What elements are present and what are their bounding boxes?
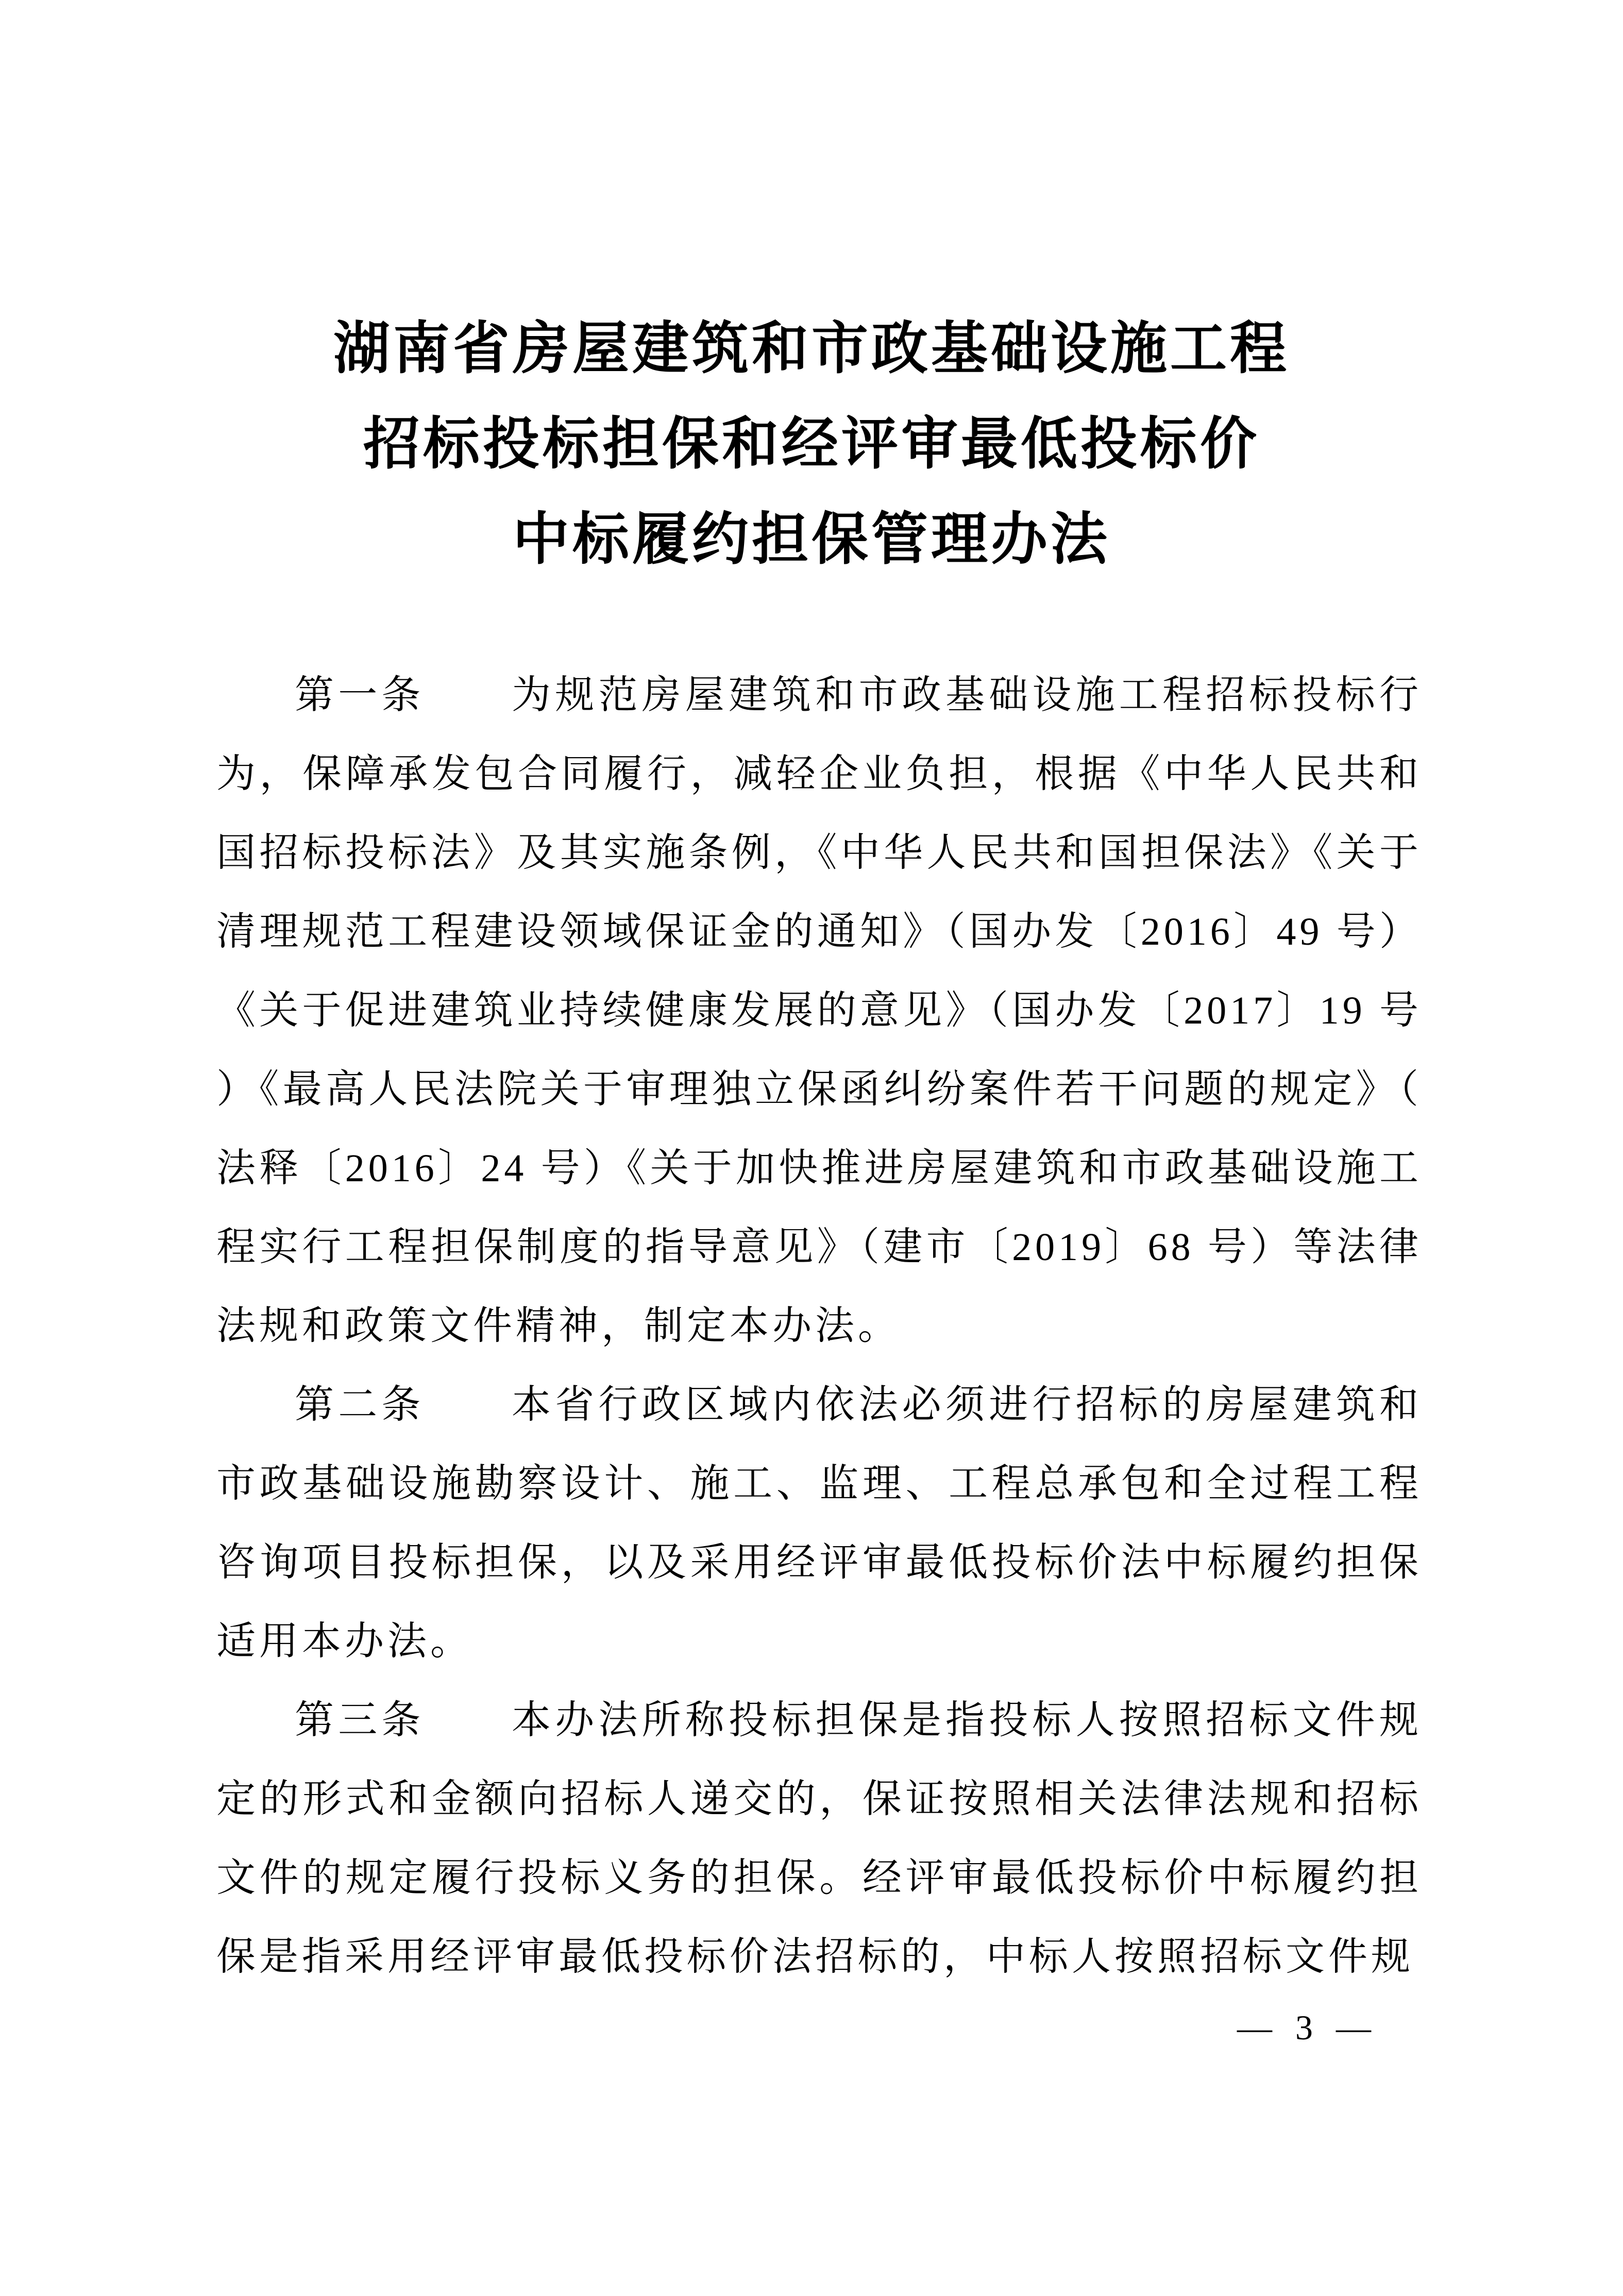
paragraph-article-3: 第三条 本办法所称投标担保是指投标人按照招标文件规定的形式和金额向招标人递交的，保证按照相关法律法规和招标文件的规定履行投标义务的担保。经评审最低投标价中标履约担保是指采用经评审最低投标价法招标的，中标人按照招标文件规 (216, 1699, 1422, 1979)
document-title-line-1: 湖南省房屋建筑和市政基础设施工程 (333, 317, 1290, 380)
page-number: — 3 — (1237, 2008, 1378, 2047)
document-body (216, 656, 1422, 1997)
document-title-line-2: 招标投标担保和经评审最低投标价 (363, 413, 1260, 476)
paragraph-article-2: 第二条 本省行政区域内依法必须进行招标的房屋建筑和市政基础设施勘察设计、施工、监理、工程总承包和全过程工程咨询项目投标担保，以及采用经评审最低投标价法中标履约担保适用本办法。 (216, 1383, 1422, 1663)
paragraph-article-1: 第一条 为规范房屋建筑和市政基础设施工程招标投标行为，保障承发包合同履行，减轻企业负担，根据《中华人民共和国招标投标法》及其实施条例，《中华人民共和国担保法》《关于清理规范工程建设领域保证金的通知》（国办发〔2016〕49 号）《关于促进建筑业持续健康发展的意见》（国办发〔2017〕19 号）《最高人民法院关于审理独立保函纠纷案件若干问题的规定》（法释〔2016〕24 号）《关于加快推进房屋建筑和市政基础设施工程实行工程担保制度的指导意见》（建市〔2019〕68 号）等法律法规和政策文件精神，制定本办法。 (216, 674, 1422, 1348)
document-title (0, 0, 1623, 588)
document-title-line-3: 中标履约担保管理办法 (513, 508, 1110, 571)
